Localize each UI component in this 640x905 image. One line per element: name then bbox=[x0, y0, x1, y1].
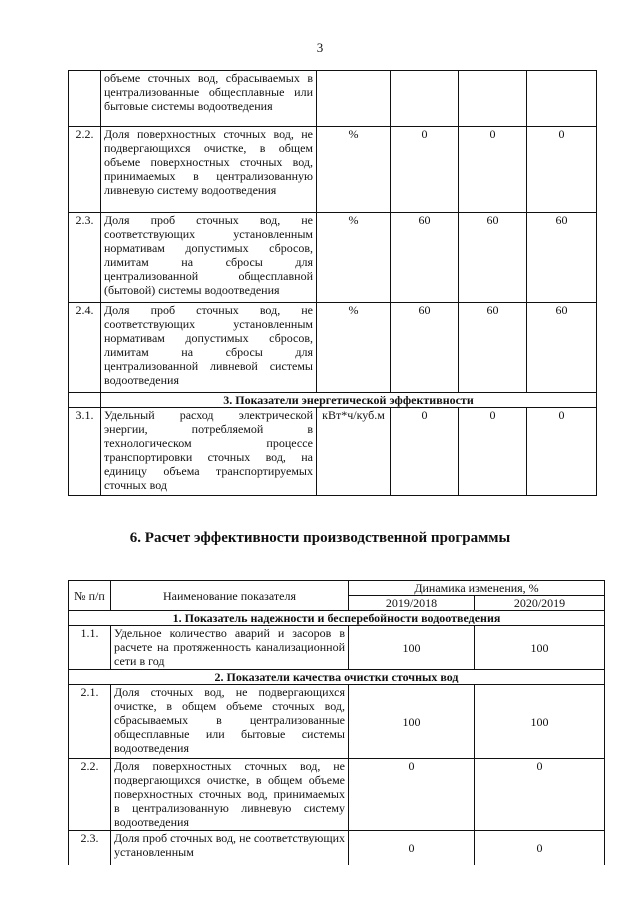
unit-cell: кВт*ч/куб.м bbox=[317, 408, 391, 496]
section-header-row bbox=[69, 670, 605, 685]
section-1-title: 1. Показатель надежности и бесперебойности водоотведения bbox=[69, 611, 605, 626]
row-number: 2.3. bbox=[69, 831, 111, 865]
row-number: 2.2. bbox=[69, 127, 101, 213]
unit-cell bbox=[317, 71, 391, 127]
header-dynamics: Динамика изменения, % bbox=[349, 581, 605, 596]
value-cell: 0 bbox=[349, 759, 475, 831]
header-number: № п/п bbox=[69, 581, 111, 611]
value-cell: 60 bbox=[391, 213, 459, 303]
row-number bbox=[69, 71, 101, 127]
indicators-table-continued bbox=[68, 70, 597, 496]
unit-cell: % bbox=[317, 127, 391, 213]
value-cell: 0 bbox=[475, 831, 605, 865]
table-row bbox=[69, 303, 597, 393]
value-cell: 0 bbox=[459, 127, 527, 213]
table-row bbox=[69, 685, 605, 759]
page-number: 3 bbox=[316, 40, 324, 55]
row-number: 1.1. bbox=[69, 626, 111, 670]
value-cell: 60 bbox=[459, 303, 527, 393]
section-6-heading: 6. Расчет эффективности производственной программы bbox=[129, 530, 511, 546]
value-cell: 0 bbox=[527, 408, 597, 496]
value-cell: 100 bbox=[349, 685, 475, 759]
table-row bbox=[69, 127, 597, 213]
section-2-title: 2. Показатели качества очистки сточных вод bbox=[69, 670, 605, 685]
indicator-name: Удельное количество аварий и засоров в расчете на протяженность канализационной сети в год bbox=[111, 626, 349, 670]
unit-cell: % bbox=[317, 303, 391, 393]
value-cell: 0 bbox=[475, 759, 605, 831]
header-indicator-name: Наименование показателя bbox=[111, 581, 349, 611]
indicator-name: Доля сточных вод, не подвергающихся очистке, в общем объеме сточных вод, сбрасываемых в централизованные общесплавные или бытовые системы водоотведения bbox=[111, 685, 349, 759]
table-row bbox=[69, 759, 605, 831]
value-cell: 60 bbox=[459, 213, 527, 303]
indicator-name: Доля проб сточных вод, не соответствующих установленным нормативам допустимых сбросов, лимитам на сбросы для централизованной общесплавной (бытовой) системы водоотведения bbox=[101, 213, 317, 303]
value-cell bbox=[527, 71, 597, 127]
indicator-name: Удельный расход электрической энергии, потребляемой в технологическом процессе транспортировки сточных вод, на единицу объема транспортируемых сточных вод bbox=[101, 408, 317, 496]
value-cell bbox=[459, 71, 527, 127]
value-cell: 60 bbox=[391, 303, 459, 393]
value-cell: 60 bbox=[527, 303, 597, 393]
value-cell: 0 bbox=[391, 127, 459, 213]
indicator-name: Доля проб сточных вод, не соответствующих установленным bbox=[111, 831, 349, 865]
table-row bbox=[69, 626, 605, 670]
row-number: 3.1. bbox=[69, 408, 101, 496]
table-header-row bbox=[69, 581, 605, 596]
indicator-name: Доля поверхностных сточных вод, не подвергающихся очистке, в общем объеме поверхностных сточных вод, принимаемых в централизованную ливневую систему водоотведения bbox=[111, 759, 349, 831]
table-row bbox=[69, 831, 605, 865]
value-cell: 60 bbox=[527, 213, 597, 303]
value-cell bbox=[391, 71, 459, 127]
value-cell: 0 bbox=[527, 127, 597, 213]
value-cell: 0 bbox=[459, 408, 527, 496]
efficiency-table bbox=[68, 580, 605, 865]
value-cell: 0 bbox=[391, 408, 459, 496]
indicator-name: объеме сточных вод, сбрасываемых в централизованные общесплавные или бытовые системы водоотведения bbox=[101, 71, 317, 127]
table-row bbox=[69, 408, 597, 496]
row-number: 2.2. bbox=[69, 759, 111, 831]
table-row bbox=[69, 213, 597, 303]
table-row bbox=[69, 71, 597, 127]
indicator-name: Доля поверхностных сточных вод, не подвергающихся очистке, в общем объеме поверхностных сточных вод, принимаемых в централизованную ливневую систему водоотведения bbox=[101, 127, 317, 213]
row-number: 2.1. bbox=[69, 685, 111, 759]
unit-cell: % bbox=[317, 213, 391, 303]
row-number: 2.3. bbox=[69, 213, 101, 303]
row-number: 2.4. bbox=[69, 303, 101, 393]
value-cell: 0 bbox=[349, 831, 475, 865]
value-cell: 100 bbox=[475, 626, 605, 670]
section-3-title: 3. Показатели энергетической эффективности bbox=[101, 393, 597, 408]
value-cell: 100 bbox=[349, 626, 475, 670]
header-period-1: 2019/2018 bbox=[349, 596, 475, 611]
indicator-name: Доля проб сточных вод, не соответствующих установленным нормативам допустимых сбросов, лимитам на сбросы для централизованной ливневой системы водоотведения bbox=[101, 303, 317, 393]
value-cell: 100 bbox=[475, 685, 605, 759]
section-header-row bbox=[69, 611, 605, 626]
header-period-2: 2020/2019 bbox=[475, 596, 605, 611]
section-header-row bbox=[69, 393, 597, 408]
